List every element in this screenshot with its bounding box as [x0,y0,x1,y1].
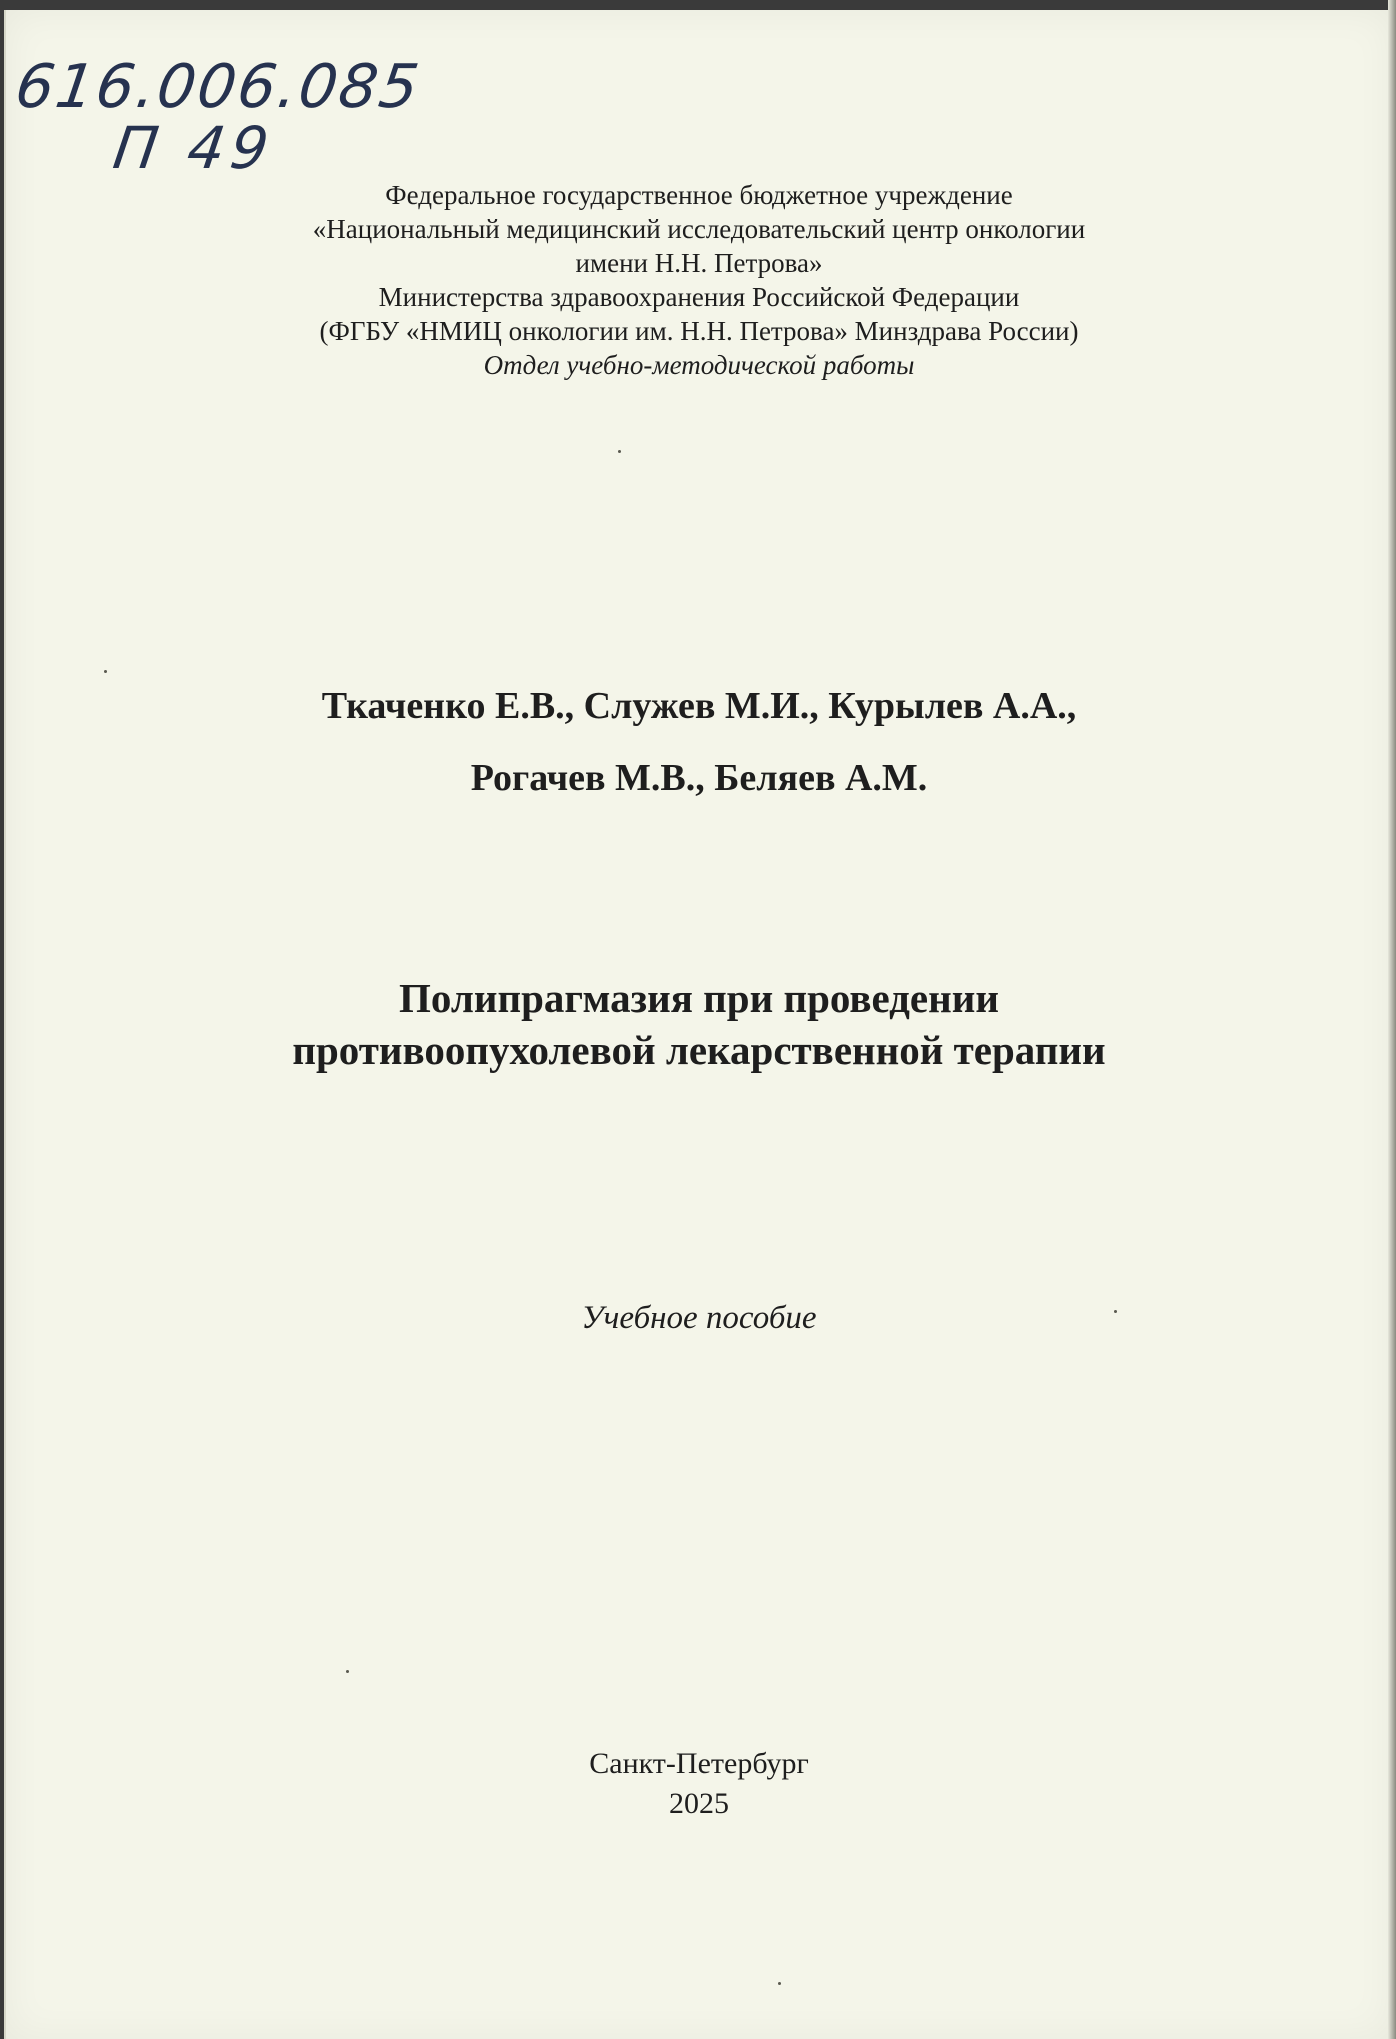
authors [6,670,1392,814]
authors-line-1: Ткаченко Е.В., Служев М.И., Курылев А.А., [321,685,1077,727]
book-title-line-1: Полипрагмазия при проведении [399,975,999,1021]
department-name: Отдел учебно-методической работы [483,350,915,380]
paper-speck [104,670,107,673]
institution-line-3: имени Н.Н. Петрова» [575,248,823,278]
book-title-line-2: противоопухолевой лекарственной терапии [292,1027,1106,1073]
page-edge-shadow [1388,0,1396,2039]
institution-line-4: Министерства здравоохранения Российской Федерации [378,282,1020,312]
imprint [6,1744,1392,1824]
authors-line-2: Рогачев М.В., Беляев А.М. [470,757,928,799]
institution-line-2: «Национальный медицинский исследовательский центр онкологии [312,214,1086,244]
handwritten-classification-code: 616.006.085 [11,52,425,122]
paper-speck [778,1982,781,1985]
institution-line-1: Федеральное государственное бюджетное учреждение [385,180,1013,210]
paper-speck [1114,1310,1117,1313]
book-title [6,972,1392,1076]
institution-line-5: (ФГБУ «НМИЦ онкологии им. Н.Н. Петрова» Минздрава России) [319,316,1079,346]
document-type: Учебное пособие [581,1300,817,1336]
imprint-year: 2025 [669,1787,729,1820]
paper-speck [346,1670,349,1673]
institution-header [6,178,1392,382]
title-page [4,10,1392,2039]
paper-speck [618,450,621,453]
imprint-city: Санкт-Петербург [589,1747,809,1780]
handwritten-author-mark: П 49 [109,114,279,182]
